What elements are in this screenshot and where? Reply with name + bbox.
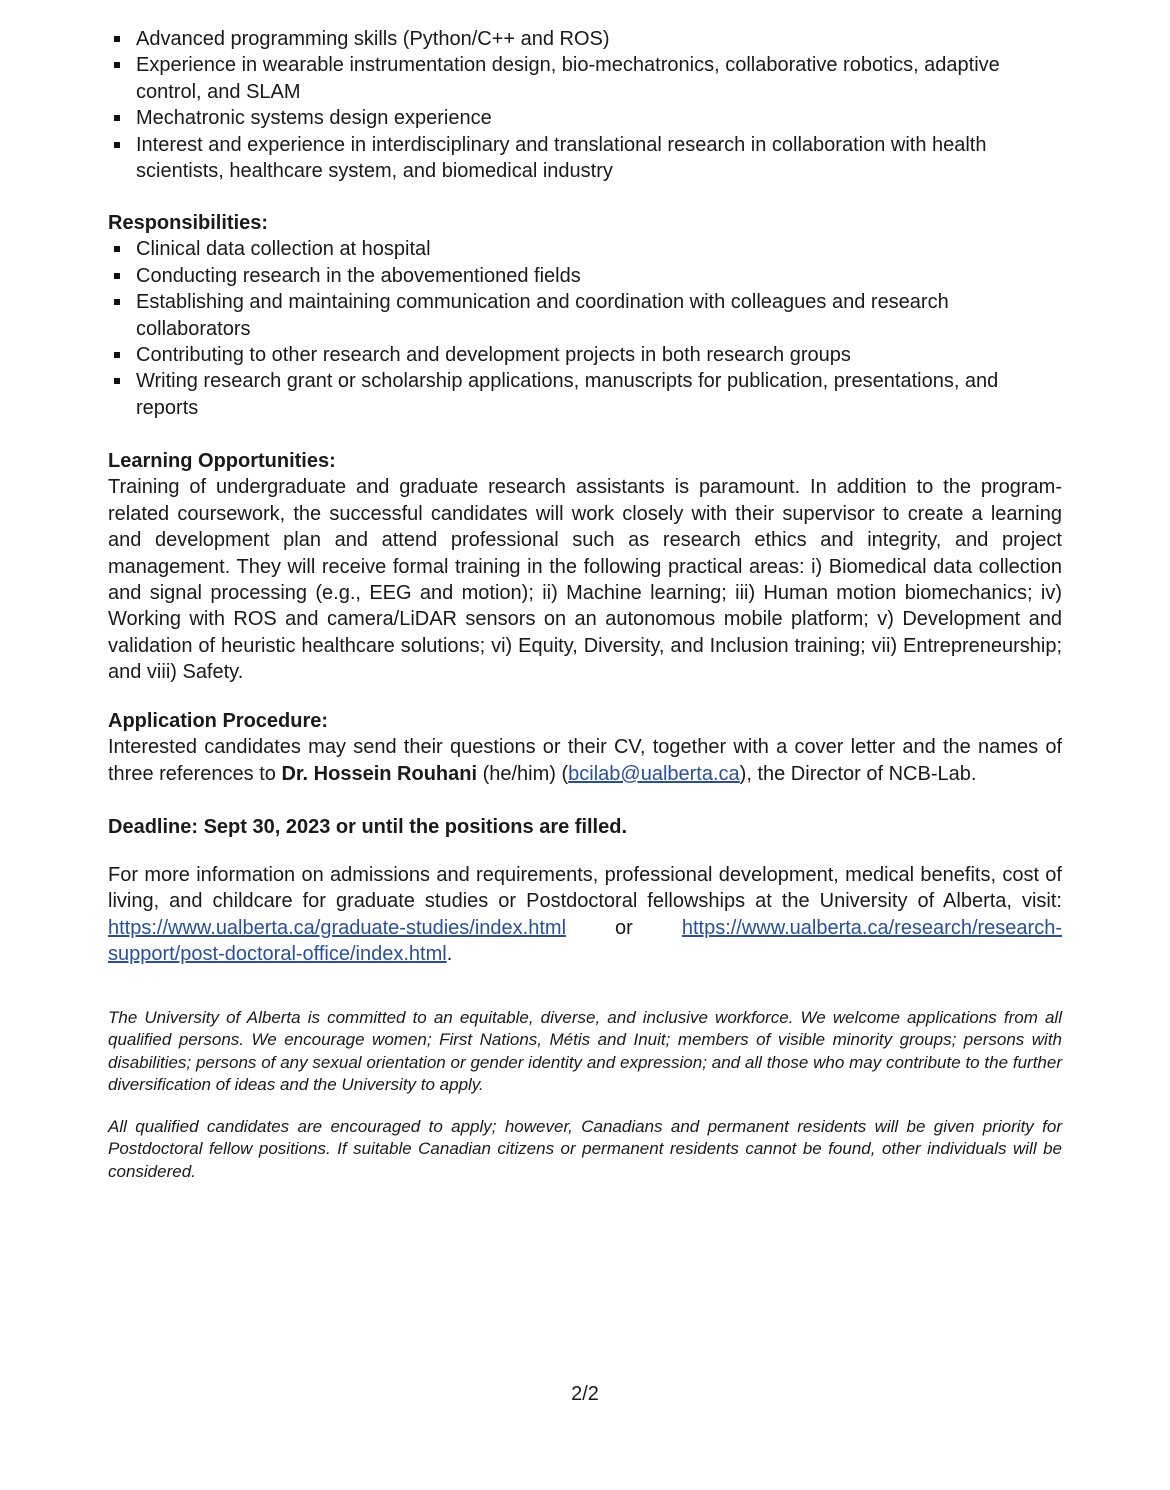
responsibilities-list (108, 236, 1062, 421)
equity-section (108, 1007, 1062, 1096)
director-text: ), the Director of NCB-Lab. (739, 762, 977, 785)
deadline-section (108, 814, 1062, 840)
learning-heading: Learning Opportunities: (108, 450, 336, 472)
priority-statement: All qualified candidates are encouraged to apply; however, Canadians and permanent residents will be given priority for Postdoctoral fellow positions. If suitable Canadian citizens or permanent residents cannot be found, other individuals will be considered. (108, 1117, 1062, 1181)
priority-section (108, 1116, 1062, 1183)
list-item: Interest and experience in interdisciplinary and translational research in collaboration with health scientists, healthcare system, and biomedical industry (108, 132, 1062, 185)
skills-list (108, 26, 1062, 184)
application-text: Interested candidates may send their questions or their CV, together with a cover letter and the names of three references to (108, 736, 1062, 785)
period-text: . (446, 943, 453, 966)
skills-section (108, 26, 1062, 184)
deadline-text: Deadline: Sept 30, 2023 or until the positions are filled. (108, 816, 628, 838)
graduate-studies-link[interactable]: https://www.ualberta.ca/graduate-studies/index.html (108, 916, 567, 939)
email-link[interactable]: bcilab@ualberta.ca (568, 762, 740, 785)
list-item: Experience in wearable instrumentation design, bio-mechatronics, collaborative robotics, adaptive control, and SLAM (108, 52, 1062, 105)
responsibilities-heading: Responsibilities: (108, 212, 269, 234)
more-info-text: For more information on admissions and requirements, professional development, medical benefits, cost of living, and childcare for graduate studies or Postdoctoral fellowships at the University of Alberta, visit: (108, 864, 1062, 913)
list-item: Establishing and maintaining communication and coordination with colleagues and research collaborators (108, 289, 1062, 342)
application-heading: Application Procedure: (108, 710, 329, 732)
list-item: Advanced programming skills (Python/C++ and ROS) (108, 26, 1062, 52)
application-section (108, 708, 1062, 787)
equity-statement: The University of Alberta is committed to an equitable, diverse, and inclusive workforce. We welcome applications from all qualified persons. We encourage women; First Nations, Métis and Inuit; members of visible minority groups; persons with disabilities; persons of any sexual orientation or gender identity and expression; and all those who may contribute to the further diversification of ideas and the University to apply. (108, 1008, 1062, 1094)
list-item: Contributing to other research and development projects in both research groups (108, 342, 1062, 368)
list-item: Writing research grant or scholarship applications, manuscripts for publication, presentations, and reports (108, 368, 1062, 421)
page-number: 2/2 (571, 1383, 599, 1405)
pronouns-text: (he/him) ( (477, 762, 569, 785)
more-info-section (108, 862, 1062, 968)
application-paragraph (108, 734, 1062, 787)
more-info-paragraph (108, 862, 1062, 968)
list-item: Conducting research in the abovementioned fields (108, 263, 1062, 289)
list-item: Clinical data collection at hospital (108, 236, 1062, 262)
learning-paragraph: Training of undergraduate and graduate research assistants is paramount. In addition to the program-related coursework, the successful candidates will work closely with their supervisor to create a learning and development plan and attend professional such as research ethics and integrity, and project management. They will receive formal training in the following practical areas: i) Biomedical data collection and signal processing (e.g., EEG and motion); ii) Machine learning; iii) Human motion biomechanics; iv) Working with ROS and camera/LiDAR sensors on an autonomous mobile platform; v) Development and validation of heuristic healthcare solutions; vi) Equity, Diversity, and Inclusion training; vii) Entrepreneurship; and viii) Safety. (108, 476, 1062, 684)
list-item: Mechatronic systems design experience (108, 105, 1062, 131)
learning-section (108, 448, 1062, 686)
or-text: or (566, 916, 682, 939)
contact-name: Dr. Hossein Rouhani (281, 762, 478, 785)
postdoc-office-link[interactable]: https://www.ualberta.ca/research/research-support/post-doctoral-office/index.html (108, 916, 1062, 966)
responsibilities-section (108, 210, 1062, 421)
